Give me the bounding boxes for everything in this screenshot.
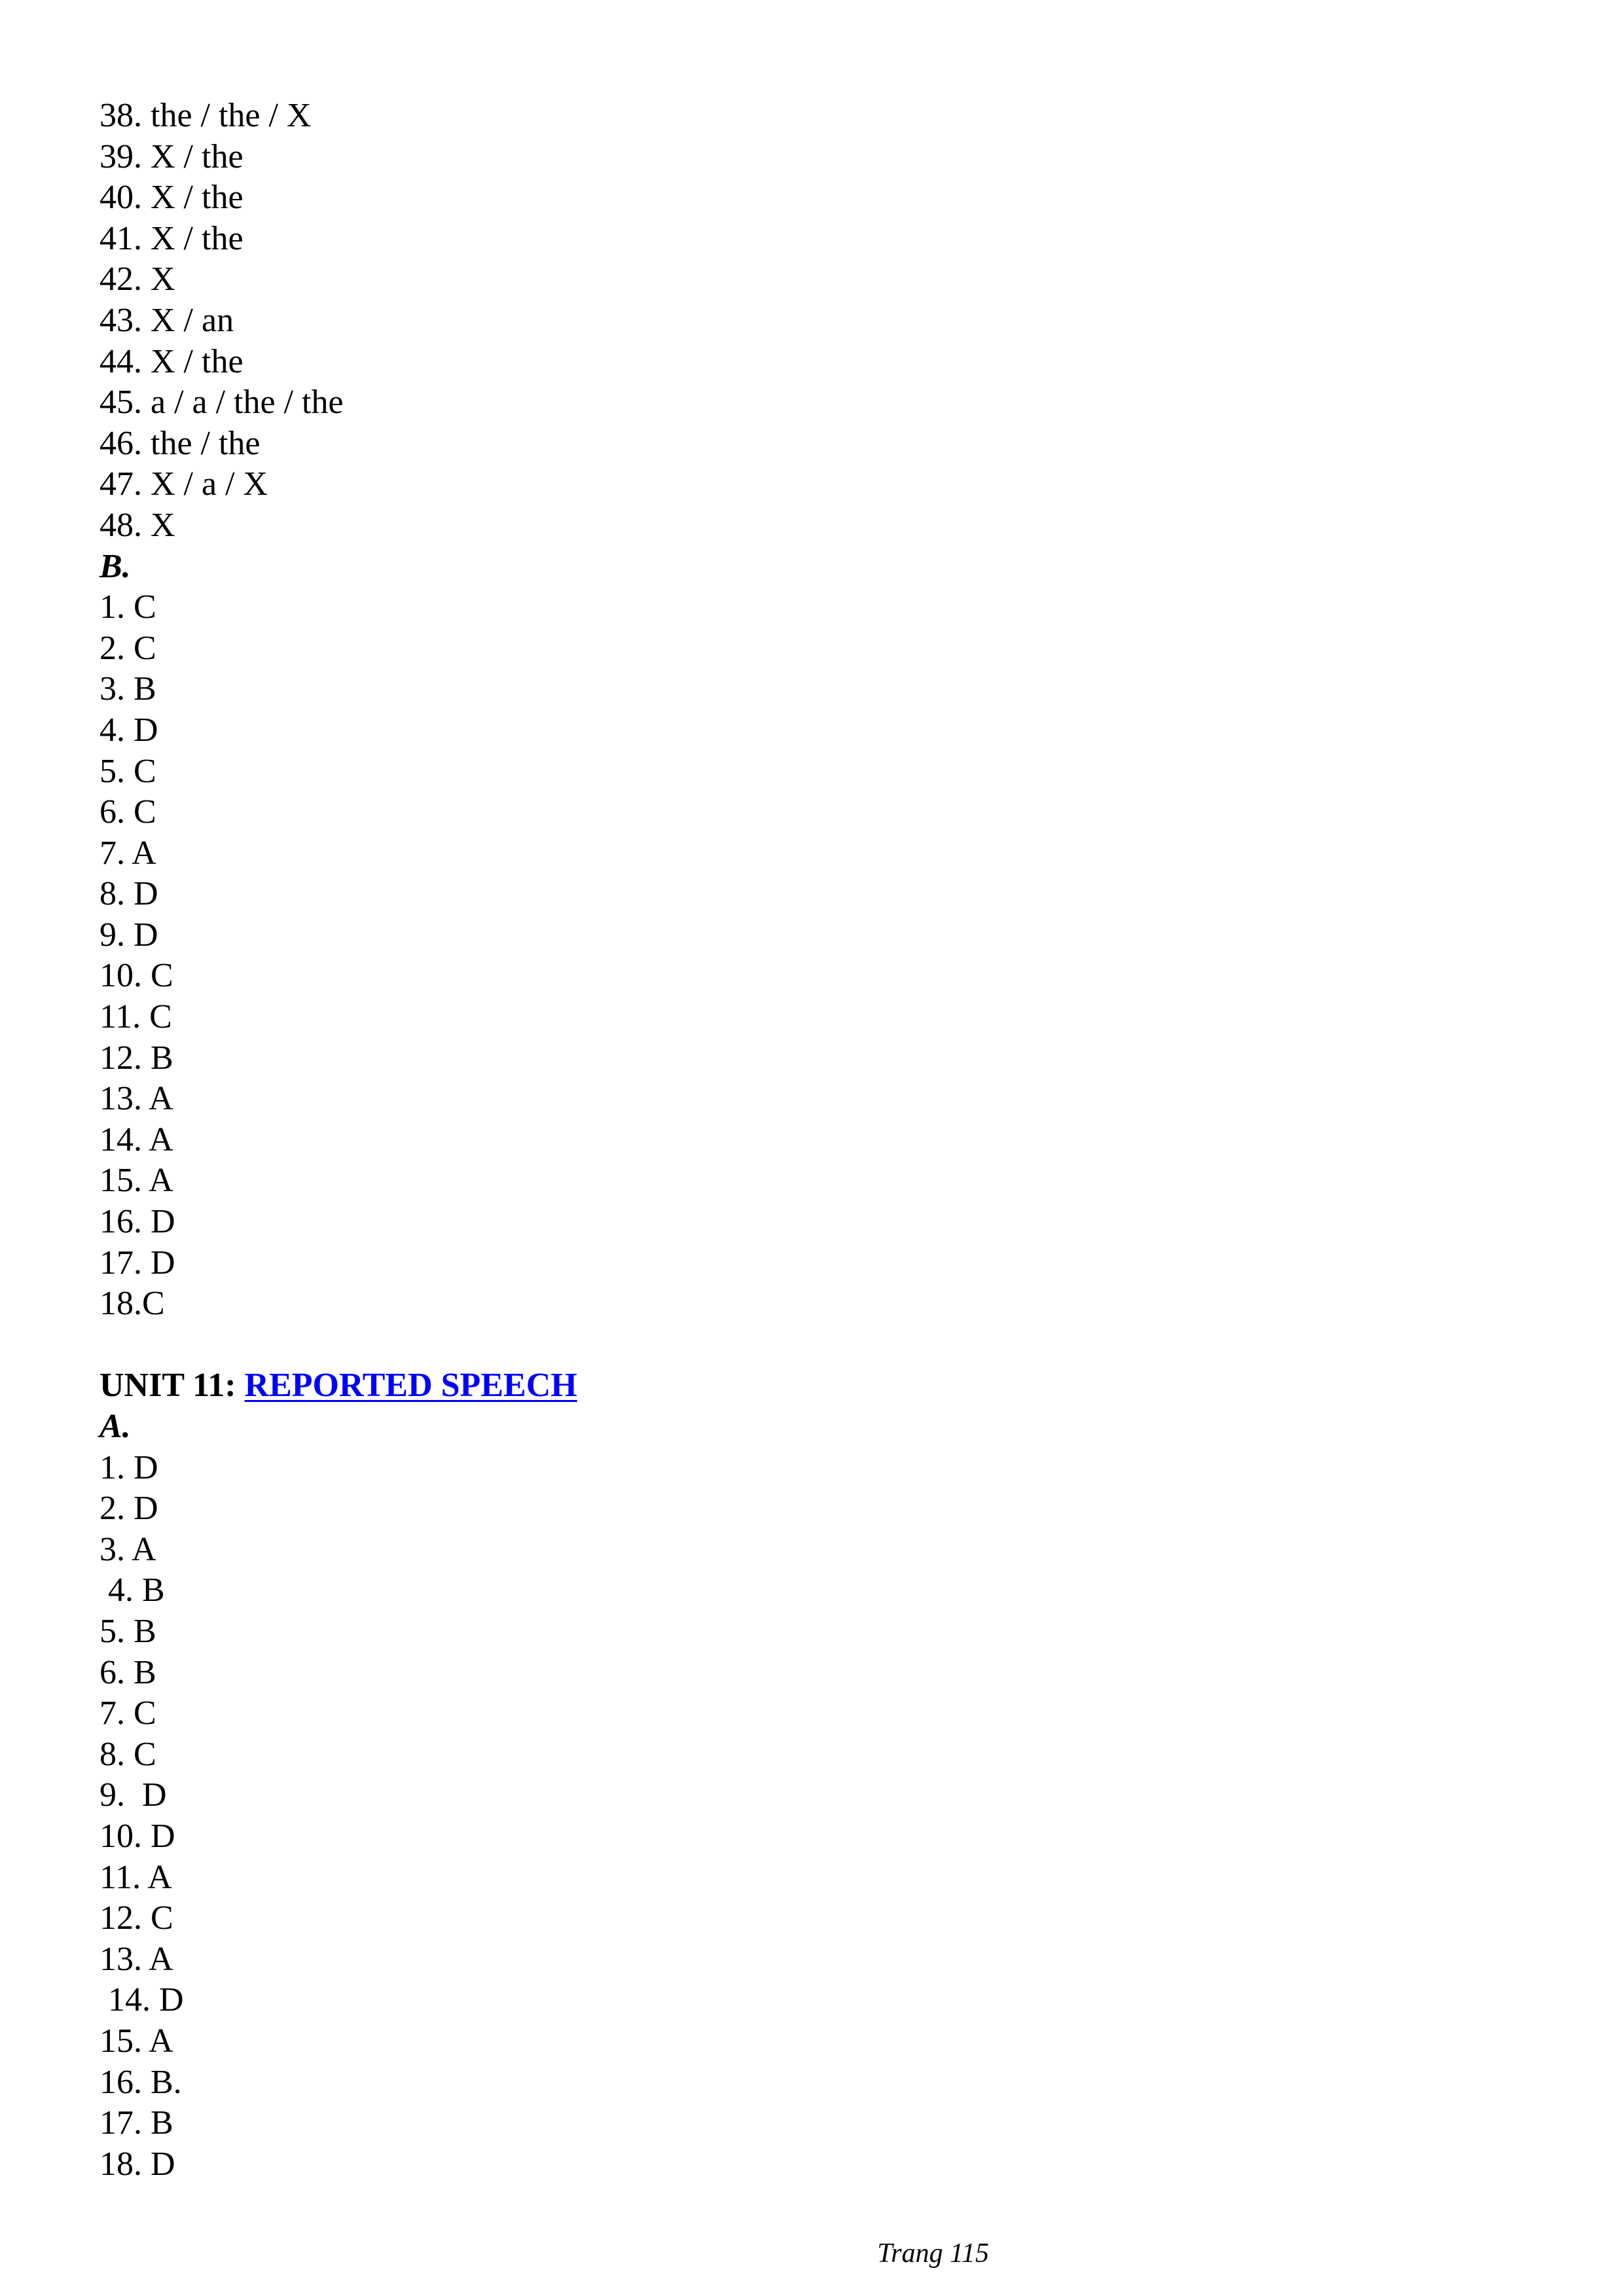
unit10-b-answer-list [99,587,1474,1325]
answer-line: 47. X / a / X [99,465,268,503]
answer-line: 39. X / the [99,137,244,175]
answer-line: 8. D [99,875,158,913]
answer-line: 10. D [99,1817,175,1855]
answer-line: 9. D [99,1776,167,1814]
answer-line: 12. B [99,1039,173,1077]
answer-line: 9. D [99,916,158,954]
answer-line: 18. D [99,2145,175,2183]
answer-line: 13. A [99,1940,173,1978]
unit11-heading [99,1365,1474,1407]
answer-line: 3. B [99,670,156,708]
answer-line: 8. C [99,1735,156,1773]
answer-line: 46. the / the [99,424,261,462]
answer-line: 4. D [99,711,158,749]
section-label-b: B. [99,547,131,585]
answer-line: 16. D [99,1203,175,1241]
answer-line: 17. B [99,2104,173,2142]
answer-line: 2. D [99,1490,158,1528]
section-label-a: A. [99,1408,131,1445]
answer-line: 43. X / an [99,301,234,339]
reported-speech-link[interactable]: REPORTED SPEECH [244,1367,577,1405]
answer-line: 17. D [99,1244,175,1282]
answer-line: 18.C [99,1285,165,1323]
answer-line: 5. B [99,1612,156,1650]
answer-line: 16. B. [99,2063,182,2101]
unit11-heading-prefix: UNIT 11: [99,1367,245,1405]
page-content [99,96,1474,2185]
answer-line: 15. A [99,1162,173,1200]
answer-line: 2. C [99,629,156,667]
answer-line: 6. B [99,1653,156,1691]
answer-line: 10. C [99,957,173,995]
answer-line: 3. A [99,1530,156,1568]
answer-line: 44. X / the [99,342,244,380]
answer-line: 6. C [99,793,156,831]
answer-line: 41. X / the [99,219,244,257]
answer-line: 7. C [99,1695,156,1732]
unit11-a-answer-list [99,1448,1474,2185]
page-number: Trang 115 [877,2238,989,2269]
answer-line: 5. C [99,752,156,790]
answer-line: 14. D [99,1981,184,2019]
answer-line: 1. D [99,1448,158,1486]
answer-line: 48. X [99,506,175,544]
answer-line: 42. X [99,260,175,298]
answer-line: 38. the / the / X [99,97,312,134]
answer-line: 12. C [99,1899,173,1937]
answer-line: 14. A [99,1121,173,1158]
answer-line: 11. A [99,1858,172,1896]
answer-line: 4. B [99,1571,165,1609]
answer-line: 7. A [99,834,156,872]
answer-line: 40. X / the [99,179,244,217]
answer-line: 1. C [99,588,156,626]
answer-line: 11. C [99,998,172,1036]
answer-line: 13. A [99,1080,173,1118]
answer-line: 45. a / a / the / the [99,384,344,422]
unit10-a-answer-list [99,96,1474,547]
answer-line: 15. A [99,2022,173,2060]
